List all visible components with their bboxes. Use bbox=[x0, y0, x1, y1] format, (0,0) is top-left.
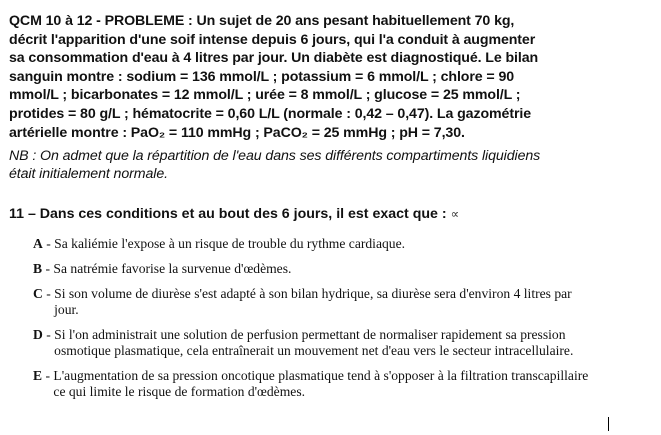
answer-options bbox=[33, 236, 593, 409]
option-text: Si son volume de diurèse s'est adapté à son bilan hydrique, sa diurèse sera d'environ 4 litres par jour. bbox=[54, 286, 572, 317]
option-letter: A bbox=[33, 236, 43, 251]
problem-heading: QCM 10 à 12 - PROBLEME : bbox=[9, 13, 193, 29]
option-text: Si l'on administrait une solution de perfusion permettant de normaliser rapidement sa pression osmotique plasmatique, cela entraînerait un mouvement net d'eau vers le secteur intracellulaire. bbox=[54, 327, 574, 358]
option-b: B - Sa natrémie favorise la survenue d'œdèmes. bbox=[33, 261, 593, 277]
problem-line-4: sanguin montre : sodium = 136 mmol/L ; potassium = 6 mmol/L ; chlore = 90 bbox=[9, 68, 515, 85]
option-letter: D bbox=[33, 327, 43, 342]
note-line-1: NB : On admet que la répartition de l'eau dans ses différents compartiments liquidiens bbox=[9, 148, 541, 164]
question-heading bbox=[9, 205, 654, 223]
option-text: L'augmentation de sa pression oncotique plasmatique tend à s'opposer à la filtration transcapillaire ce qui limite le risque de formation d'œdèmes. bbox=[53, 368, 589, 399]
problem-statement bbox=[9, 12, 654, 142]
option-letter: C bbox=[33, 286, 43, 301]
note-line-2: était initialement normale. bbox=[9, 166, 168, 183]
handwritten-mark: ∝ bbox=[450, 207, 460, 221]
option-c: C - Si son volume de diurèse s'est adapté à son bilan hydrique, sa diurèse sera d'environ 4 litres par jour. bbox=[33, 286, 593, 318]
problem-line-6: protides = 80 g/L ; hématocrite = 0,60 L/L (normale : 0,42 – 0,47). La gazométrie bbox=[9, 105, 532, 122]
problem-line-3: sa consommation d'eau à 4 litres par jour. Un diabète est diagnostiqué. Le bilan bbox=[9, 50, 539, 67]
note-paragraph bbox=[9, 147, 654, 184]
option-text: Sa kaliémie l'expose à un risque de trouble du rythme cardiaque. bbox=[54, 236, 406, 251]
text-cursor bbox=[608, 417, 609, 431]
option-e: E - L'augmentation de sa pression oncotique plasmatique tend à s'opposer à la filtration transcapillaire ce qui limite le risque de formation d'œdèmes. bbox=[33, 368, 593, 400]
option-letter: B bbox=[33, 261, 43, 276]
problem-line-2: décrit l'apparition d'une soif intense depuis 6 jours, qui l'a conduit à augmenter bbox=[9, 31, 536, 48]
problem-line-1: Un sujet de 20 ans pesant habituellement 70 kg, bbox=[192, 13, 515, 29]
option-a: A - Sa kaliémie l'expose à un risque de trouble du rythme cardiaque. bbox=[33, 236, 593, 252]
problem-line-5: mmol/L ; bicarbonates = 12 mmol/L ; urée = 8 mmol/L ; glucose = 25 mmol/L ; bbox=[9, 87, 521, 104]
option-text: Sa natrémie favorise la survenue d'œdèmes. bbox=[53, 261, 292, 276]
problem-line-7: artérielle montre : PaO₂ = 110 mmHg ; PaCO₂ = 25 mmHg ; pH = 7,30. bbox=[9, 124, 465, 141]
option-letter: E bbox=[33, 368, 43, 383]
option-d: D - Si l'on administrait une solution de perfusion permettant de normaliser rapidement sa pression osmotique plasmatique, cela entraînerait un mouvement net d'eau vers le secteur intracellulaire. bbox=[33, 327, 593, 359]
question-text: 11 – Dans ces conditions et au bout des 6 jours, il est exact que : bbox=[9, 206, 447, 222]
